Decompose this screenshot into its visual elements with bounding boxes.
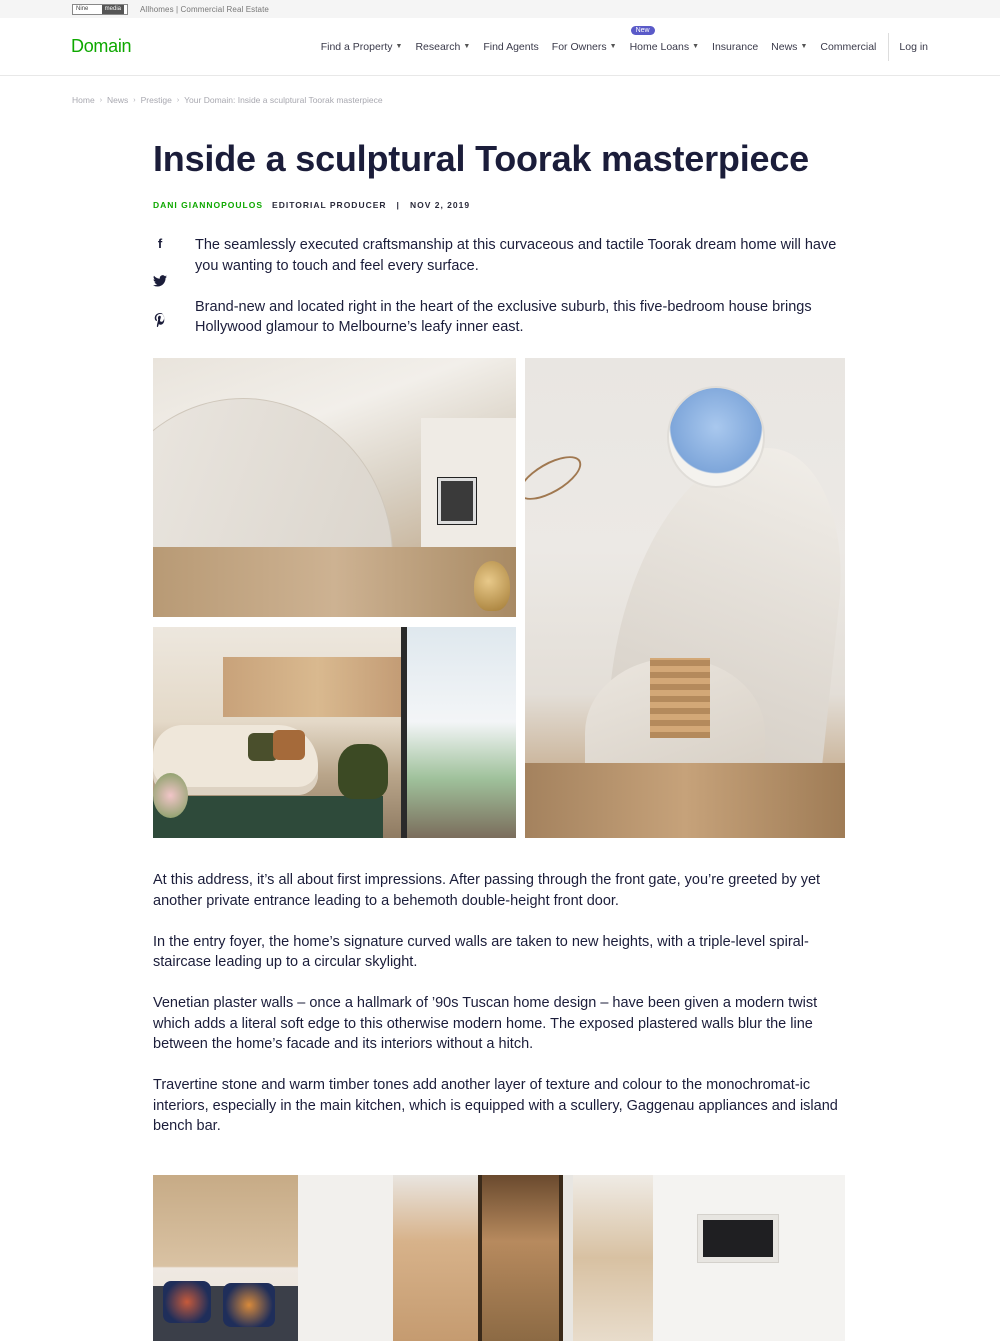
timber-steps [650, 658, 710, 738]
breadcrumb-news[interactable]: News [107, 95, 129, 105]
author-link[interactable]: DANI GIANNOPOULOS [153, 200, 264, 210]
intro-paragraph: The seamlessly executed craftsmanship at this curvaceous and tactile Toorak dream home will have you wanting to touch and feel every surface. [195, 237, 837, 274]
gallery-image-staircase[interactable] [525, 358, 845, 838]
nav-label: Commercial [820, 40, 877, 53]
skylight [667, 386, 765, 488]
bottom-image[interactable] [153, 1175, 845, 1341]
intro-paragraph: Brand-new and located right in the heart of the exclusive suburb, this five-bedroom house brings Hollywood glamour to Melbourne’s leafy inner east. [195, 298, 812, 335]
cabinet-panel [478, 1175, 563, 1341]
chevron-right-icon: › [176, 96, 180, 104]
body-paragraph: Venetian plaster walls – once a hallmark of ’90s Tuscan home design – have been given a modern twist which adds a literal soft edge to this otherwise modern home. The exposed plastered walls blur the line between the home’s facade and its interiors without a hitch. [153, 995, 818, 1052]
login-link[interactable]: Log in [899, 40, 928, 53]
main-nav [308, 18, 928, 75]
kitchen [223, 657, 413, 717]
chevron-down-icon: ▼ [463, 43, 471, 50]
nav-commercial[interactable] [820, 41, 876, 53]
nav-home-loans[interactable] [629, 26, 700, 53]
network-links[interactable]: Allhomes | Commercial Real Estate [140, 4, 269, 14]
bathroom-panel [393, 1175, 478, 1341]
chevron-right-icon: › [99, 96, 103, 104]
nav-label: Find Agents [483, 40, 539, 53]
new-badge: New [631, 26, 655, 35]
nav-label: News [771, 40, 798, 53]
site-header [0, 18, 1000, 76]
floor [525, 763, 845, 838]
nav-for-owners[interactable] [552, 41, 617, 53]
nav-divider [888, 33, 889, 61]
facebook-icon[interactable]: f [157, 236, 163, 251]
gallery-image-living[interactable] [153, 627, 516, 838]
publish-date: NOV 2, 2019 [409, 200, 471, 210]
article-intro [153, 235, 845, 338]
chevron-down-icon: ▼ [692, 43, 700, 50]
divider-panel [563, 1175, 573, 1341]
nav-label: Insurance [712, 40, 759, 53]
intro-text [195, 235, 845, 338]
share-bar [153, 237, 167, 351]
chevron-down-icon: ▼ [800, 43, 808, 50]
image-gallery [153, 358, 845, 838]
byline [153, 200, 845, 210]
breadcrumb-current: Your Domain: Inside a sculptural Toorak masterpiece [184, 95, 383, 105]
nine-logo-right: media [102, 5, 124, 14]
tv-wall-panel [653, 1175, 845, 1341]
article-body [153, 870, 845, 1137]
nav-research[interactable] [415, 41, 470, 53]
nav-label: Research [415, 40, 461, 53]
sliding-door [401, 627, 516, 838]
pendant-light [525, 448, 588, 509]
floor [153, 547, 516, 617]
breadcrumb-home[interactable]: Home [72, 95, 95, 105]
author-role: EDITORIAL PRODUCER [272, 200, 387, 210]
wall-panel [298, 1175, 393, 1341]
nav-news[interactable] [771, 41, 807, 53]
twitter-icon[interactable] [153, 275, 167, 289]
bedroom-panel [153, 1175, 298, 1341]
flowers [153, 773, 188, 818]
nav-insurance[interactable] [712, 41, 758, 53]
wardrobe-panel [573, 1175, 653, 1341]
byline-separator: | [396, 200, 400, 210]
body-paragraph: In the entry foyer, the home’s signature curved walls are taken to new heights, with a triple-level spiral-staircase leading up to a circular skylight. [153, 933, 809, 970]
chevron-down-icon: ▼ [395, 43, 403, 50]
breadcrumb [0, 95, 1000, 105]
rug [153, 796, 383, 838]
nav-find-a-property[interactable] [321, 41, 403, 53]
nine-logo[interactable] [72, 4, 128, 15]
nav-label: For Owners [551, 40, 607, 53]
domain-logo[interactable]: Domain [71, 36, 132, 56]
nine-logo-left: Nine [76, 6, 89, 12]
nav-label: Find a Property [320, 40, 393, 53]
armchair [338, 744, 388, 799]
article [153, 135, 845, 1157]
pinterest-icon[interactable] [153, 313, 167, 327]
pillow [223, 1283, 275, 1327]
vase [474, 561, 510, 611]
artwork [438, 478, 476, 524]
article-title: Inside a sculptural Toorak masterpiece [153, 138, 809, 179]
cushion [273, 730, 305, 760]
television [698, 1215, 778, 1262]
body-paragraph: Travertine stone and warm timber tones add another layer of texture and colour to the monochromat-ic interiors, especially in the main kitchen, which is equipped with a scullery, Gaggenau appliances and island bench bar. [153, 1077, 838, 1134]
nav-find-agents[interactable] [483, 41, 538, 53]
pillow [163, 1281, 211, 1323]
utility-bar [0, 0, 1000, 18]
chevron-right-icon: › [133, 96, 136, 104]
gallery-image-foyer[interactable] [153, 358, 516, 617]
nav-label: Home Loans [629, 40, 690, 53]
body-paragraph: At this address, it’s all about first impressions. After passing through the front gate, you’re greeted by yet another private entrance leading to a behemoth double-height front door. [153, 872, 821, 909]
chevron-down-icon: ▼ [609, 43, 617, 50]
breadcrumb-prestige[interactable]: Prestige [140, 95, 172, 105]
